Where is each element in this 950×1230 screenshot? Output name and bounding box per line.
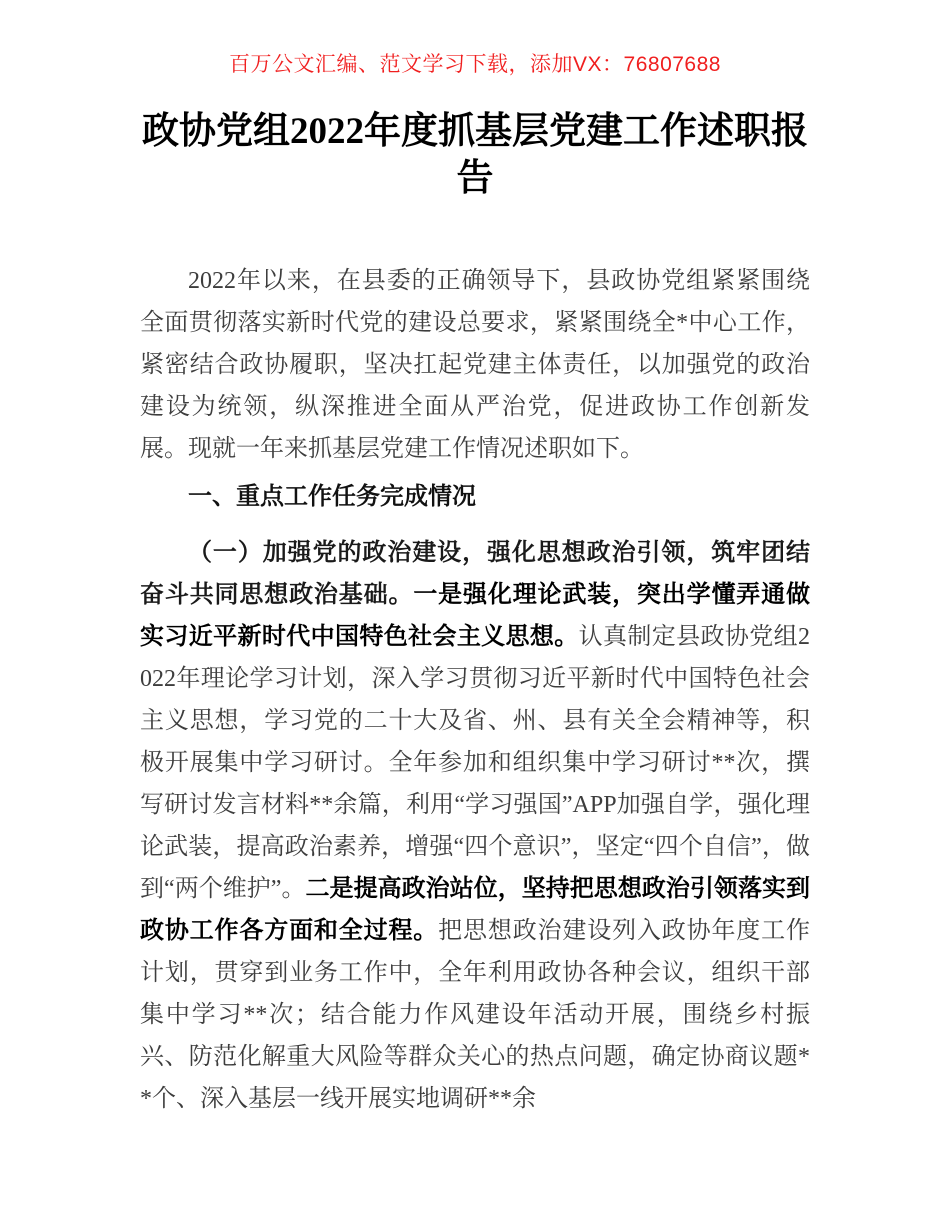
paragraph-section-1 (140, 532, 810, 1120)
paragraph-intro: 2022年以来，在县委的正确领导下，县政协党组紧紧围绕全面贯彻落实新时代党的建设总要求，紧紧围绕全*中心工作，紧密结合政协履职，坚决扛起党建主体责任，以加强党的政治建设为统领，纵深推进全面从严治党，促进政协工作创新发展。现就一年来抓基层党建工作情况述职如下。 (140, 268, 810, 462)
segment-bold-lead: （一）加强党的政治建设，强化思想政治引领，筑牢团结奋斗共同思想政治基础。 (140, 540, 810, 608)
segment-bold-point-2: 二是提高政治站位，坚持把思想政治引领落实到政协工作各方面和全过程。 (140, 875, 811, 944)
watermark-notice-text: 百万公文汇编、范文学习下载，添加VX：76807688 (229, 53, 721, 76)
segment-regular-2: 把思想政治建设列入政协年度工作计划，贯穿到业务工作中，全年利用政协各种会议，组织干部集中学习**次；结合能力作风建设年活动开展，围绕乡村振兴、防范化解重大风险等群众关心的热点问题，确定协商议题**个、深入基层一线开展实地调研**余 (140, 918, 811, 1112)
section-heading-1: 一、重点工作任务完成情况 (188, 483, 476, 510)
watermark-notice (140, 52, 810, 78)
segment-bold-point-1: 一是强化理论武装，突出学懂弄通做实习近平新时代中国特色社会主义思想。 (140, 581, 811, 650)
document-title: 政协党组2022年度抓基层党建工作述职报告 (142, 111, 808, 199)
segment-regular-1: 认真制定县政协党组2022年理论学习计划，深入学习贯彻习近平新时代中国特色社会主义思想，学习党的二十大及省、州、县有关全会精神等，积极开展集中学习研讨。全年参加和组织集中学习研讨**次，撰写研讨发言材料**余篇，利用“学习强国”APP加强自学，强化理论武装，提高政治素养，增强“四个意识”，坚定“四个自信”，做到“两个维护”。 (140, 624, 811, 902)
